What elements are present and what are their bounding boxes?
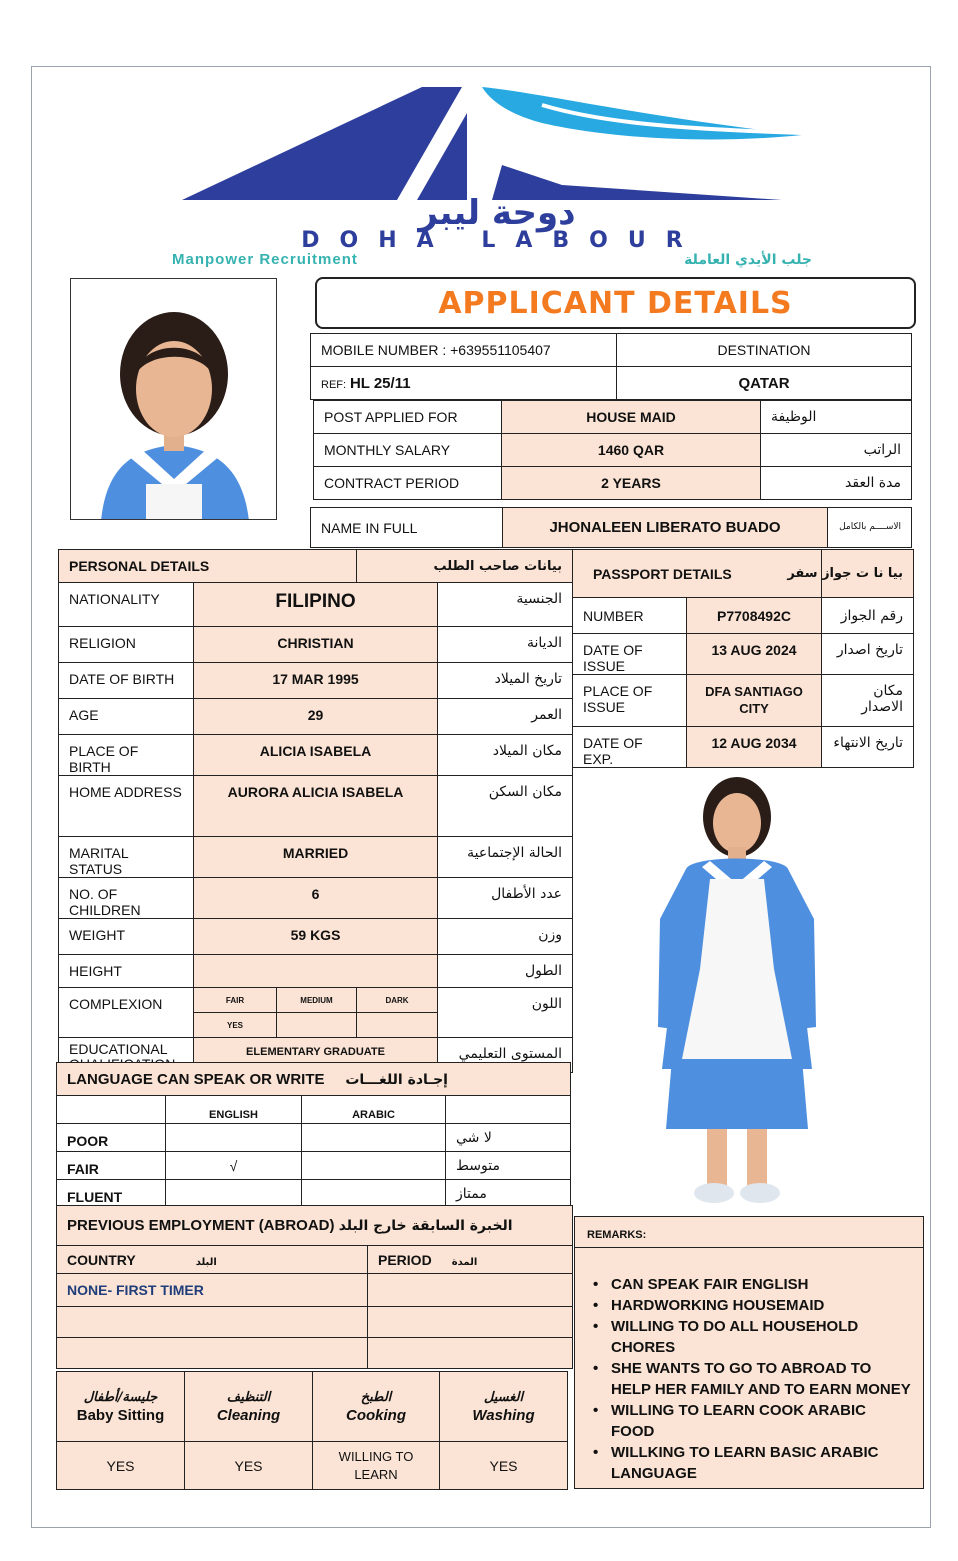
complexion-arabic: اللون <box>438 988 573 1038</box>
language-table <box>56 1062 571 1208</box>
salary-value: 1460 QAR <box>502 434 761 467</box>
complexion-medium-value <box>277 1013 357 1038</box>
employment-title-arabic: الخبرة السابقة خارج البلد <box>338 1218 513 1234</box>
employment-country-1: NONE- FIRST TIMER <box>57 1274 368 1307</box>
complexion-fair-value: YES <box>194 1013 277 1038</box>
passport-title: PASSPORT DETAILS <box>573 550 822 598</box>
age-arabic: العمر <box>438 699 573 735</box>
complexion-label: COMPLEXION <box>59 988 194 1038</box>
personal-details-title-arabic: بيانات صاحب الطلب <box>357 550 573 583</box>
language-col-english: ENGLISH <box>166 1096 302 1124</box>
language-fluent-ar-label: ممتاز <box>446 1180 571 1208</box>
expiry-date-value: 12 AUG 2034 <box>687 727 822 768</box>
expiry-date-label: DATE OF EXP. <box>573 727 687 768</box>
logo-sail-icon <box>162 75 822 205</box>
name-label: NAME IN FULL <box>311 508 503 548</box>
language-fair-arabic <box>302 1152 446 1180</box>
language-title-arabic: إجـادة اللغـــات <box>345 1071 448 1088</box>
address-value: AURORA ALICIA ISABELA <box>194 776 438 837</box>
personal-details-title: PERSONAL DETAILS <box>59 550 357 583</box>
skill-cooking-value: WILLING TO LEARN <box>313 1442 440 1490</box>
employment-period-3 <box>368 1338 573 1369</box>
passport-title-arabic: بيا نا ت جواز سفر <box>822 550 914 598</box>
job-table <box>313 400 912 500</box>
remark-item: • WILLKING TO LEARN BASIC ARABIC LANGUAGE <box>585 1442 913 1484</box>
remarks-title: REMARKS: <box>587 1229 647 1241</box>
complexion-medium-label: MEDIUM <box>277 988 357 1013</box>
language-title-cell <box>57 1063 571 1096</box>
dob-value: 17 MAR 1995 <box>194 663 438 699</box>
birthplace-label: PLACE OF BIRTH <box>59 735 194 776</box>
country-header <box>57 1246 368 1274</box>
issue-place-arabic: مكان الاصدار <box>822 675 914 727</box>
logo-arabic-name: دوحة ليبر <box>418 193 576 233</box>
skill-washing-label: Washing <box>472 1406 535 1424</box>
period-arabic: المدة <box>451 1256 478 1268</box>
issue-date-label: DATE OF ISSUE <box>573 634 687 675</box>
complexion-dark-value <box>357 1013 438 1038</box>
remarks-box <box>574 1247 924 1489</box>
skill-cooking-label: Cooking <box>346 1406 406 1424</box>
skill-babysitting-value: YES <box>57 1442 185 1490</box>
education-label: EDUCATIONAL QUALIFICATION <box>59 1038 194 1073</box>
language-poor-ar-label: لا شي <box>446 1124 571 1152</box>
passport-table <box>572 549 914 768</box>
religion-label: RELIGION <box>59 627 194 663</box>
dob-arabic: تاريخ الميلاد <box>438 663 573 699</box>
personal-details-table <box>58 549 573 1073</box>
post-applied-label: POST APPLIED FOR <box>314 401 502 434</box>
contact-table <box>310 333 912 400</box>
height-arabic: الطول <box>438 955 573 988</box>
language-poor-arabic <box>302 1124 446 1152</box>
skill-cleaning-arabic: التنظيف <box>226 1389 271 1405</box>
language-col-arabic: ARABIC <box>302 1096 446 1124</box>
children-value: 6 <box>194 878 438 919</box>
height-label: HEIGHT <box>59 955 194 988</box>
name-table <box>310 507 912 548</box>
skills-table <box>56 1371 568 1490</box>
language-fair-label: FAIR <box>57 1152 166 1180</box>
logo-english-name: DOHA LABOUR <box>301 228 703 253</box>
ref-number: HL 25/11 <box>349 374 411 392</box>
post-applied-value: HOUSE MAID <box>502 401 761 434</box>
issue-place-value: DFA SANTIAGO CITY <box>687 675 822 727</box>
education-arabic: المستوى التعليمي <box>438 1038 573 1073</box>
destination-value: QATAR <box>617 367 912 400</box>
skill-babysitting-label: Baby Sitting <box>76 1406 165 1424</box>
expiry-date-arabic: تاريخ الانتهاء <box>822 727 914 768</box>
applicant-full-body-photo <box>652 769 822 1209</box>
contract-value: 2 YEARS <box>502 467 761 500</box>
issue-date-arabic: تاريخ اصدار <box>822 634 914 675</box>
passport-number-value: P7708492C <box>687 598 822 634</box>
weight-label: WEIGHT <box>59 919 194 955</box>
skill-cooking-arabic: الطبخ <box>360 1389 392 1405</box>
applicant-portrait-photo <box>70 278 277 520</box>
employment-period-1 <box>368 1274 573 1307</box>
salary-arabic: الراتب <box>761 434 912 467</box>
language-poor-label: POOR <box>57 1124 166 1152</box>
company-logo <box>162 75 822 271</box>
name-arabic: الاســــم بالكامل <box>828 508 912 548</box>
remarks-header <box>574 1216 924 1248</box>
weight-value: 59 KGS <box>194 919 438 955</box>
marital-value: MARRIED <box>194 837 438 878</box>
skill-washing-value: YES <box>440 1442 568 1490</box>
skill-cleaning-label: Cleaning <box>216 1406 281 1424</box>
language-fair-english: √ <box>166 1152 302 1180</box>
address-arabic: مكان السكن <box>438 776 573 837</box>
employment-country-3 <box>57 1338 368 1369</box>
contract-label: CONTRACT PERIOD <box>314 467 502 500</box>
age-label: AGE <box>59 699 194 735</box>
remark-item: • WILLING TO LEARN COOK ARABIC FOOD <box>585 1400 913 1442</box>
children-arabic: عدد الأطفال <box>438 878 573 919</box>
remark-item: • SHE WANTS TO GO TO ABROAD TO HELP HER FAMILY AND TO EARN MONEY <box>585 1358 913 1400</box>
country-label: COUNTRY <box>67 1251 136 1268</box>
mobile-number: MOBILE NUMBER : +639551105407 <box>311 334 617 367</box>
language-fluent-english <box>166 1180 302 1208</box>
dob-label: DATE OF BIRTH <box>59 663 194 699</box>
employment-title: PREVIOUS EMPLOYMENT (ABROAD) <box>67 1217 335 1234</box>
language-title: LANGUAGE CAN SPEAK OR WRITE <box>67 1070 325 1088</box>
address-label: HOME ADDRESS <box>59 776 194 837</box>
education-value: ELEMENTARY GRADUATE <box>194 1038 438 1073</box>
marital-label: MARITAL STATUS <box>59 837 194 878</box>
remark-item: • WILLING TO DO ALL HOUSEHOLD CHORES <box>585 1316 913 1358</box>
complexion-dark-label: DARK <box>357 988 438 1013</box>
full-name: JHONALEEN LIBERATO BUADO <box>503 508 828 548</box>
period-header <box>368 1246 573 1274</box>
period-label: PERIOD <box>378 1251 432 1268</box>
age-value: 29 <box>194 699 438 735</box>
skill-cooking-header <box>313 1372 440 1442</box>
passport-number-arabic: رقم الجواز <box>822 598 914 634</box>
religion-arabic: الديانة <box>438 627 573 663</box>
language-fluent-label: FLUENT <box>57 1180 166 1208</box>
issue-place-label: PLACE OF ISSUE <box>573 675 687 727</box>
salary-label: MONTHLY SALARY <box>314 434 502 467</box>
skill-washing-arabic: الغسيل <box>483 1389 524 1405</box>
employment-country-2 <box>57 1307 368 1338</box>
employment-title-cell <box>57 1206 573 1246</box>
children-label: NO. OF CHILDREN <box>59 878 194 919</box>
title-box <box>315 277 916 329</box>
skill-cleaning-header <box>185 1372 313 1442</box>
remark-item: • CAN SPEAK FAIR ENGLISH <box>585 1274 913 1295</box>
language-fluent-arabic <box>302 1180 446 1208</box>
language-poor-english <box>166 1124 302 1152</box>
page-title: APPLICANT DETAILS <box>438 286 793 321</box>
contract-arabic: مدة العقد <box>761 467 912 500</box>
religion-value: CHRISTIAN <box>194 627 438 663</box>
birthplace-arabic: مكان الميلاد <box>438 735 573 776</box>
employment-table <box>56 1205 573 1369</box>
destination-label: DESTINATION <box>617 334 912 367</box>
height-value <box>194 955 438 988</box>
marital-arabic: الحالة الإجتماعية <box>438 837 573 878</box>
issue-date-value: 13 AUG 2024 <box>687 634 822 675</box>
ref-label: REF: <box>321 378 347 391</box>
remark-item: • HARDWORKING HOUSEMAID <box>585 1295 913 1316</box>
employment-period-2 <box>368 1307 573 1338</box>
skill-babysitting-header <box>57 1372 185 1442</box>
nationality-label: NATIONALITY <box>59 583 194 627</box>
weight-arabic: وزن <box>438 919 573 955</box>
skill-cleaning-value: YES <box>185 1442 313 1490</box>
remarks-list <box>585 1274 913 1484</box>
post-applied-arabic: الوظيفة <box>761 401 912 434</box>
nationality-arabic: الجنسية <box>438 583 573 627</box>
country-arabic: البلد <box>195 1256 217 1268</box>
logo-tagline-arabic: جلب الأيدي العاملة <box>684 251 812 268</box>
birthplace-value: ALICIA ISABELA <box>194 735 438 776</box>
complexion-fair-label: FAIR <box>194 988 277 1013</box>
skill-washing-header <box>440 1372 568 1442</box>
ref-cell <box>311 367 617 400</box>
nationality-value: FILIPINO <box>194 583 438 627</box>
language-fair-ar-label: متوسط <box>446 1152 571 1180</box>
passport-number-label: NUMBER <box>573 598 687 634</box>
skill-babysitting-arabic: جليسة/أطفال <box>83 1389 158 1405</box>
applicant-form <box>31 66 931 1528</box>
logo-tagline: Manpower Recruitment <box>172 251 358 268</box>
